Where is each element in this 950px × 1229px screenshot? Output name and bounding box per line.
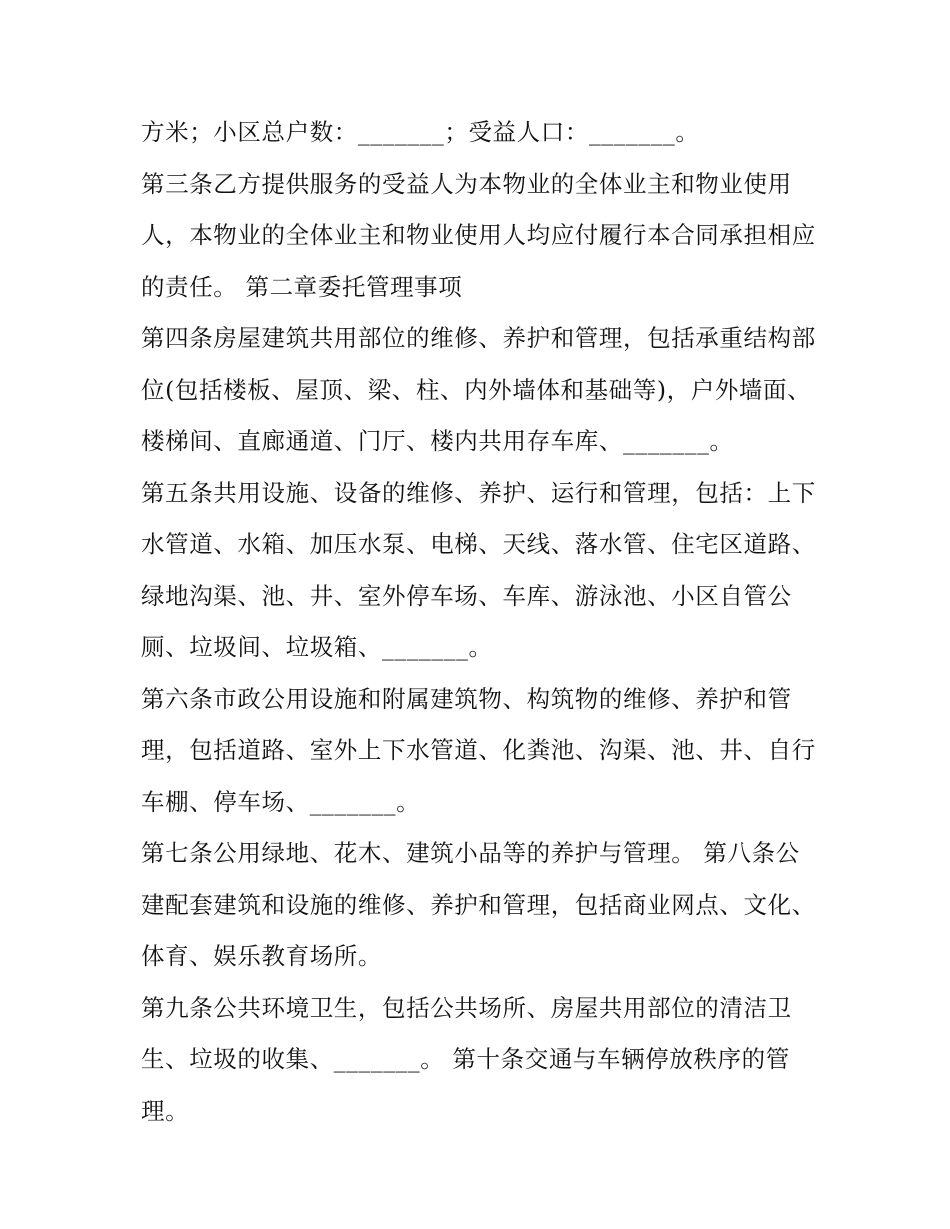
paragraph-article-6: 第六条市政公用设施和附属建筑物、构筑物的维修、养护和管理，包括道路、室外上下水管道、化粪池、沟渠、池、井、自行车棚、停车场、_______。 (141, 684, 816, 816)
paragraph-article-5: 第五条共用设施、设备的维修、养护、运行和管理，包括：上下水管道、水箱、加压水泵、电梯、天线、落水管、住宅区道路、绿地沟渠、池、井、室外停车场、车库、游泳池、小区自管公厕、垃圾间、垃圾箱、_______。 (141, 478, 816, 661)
paragraph-area-counts: 方米；小区总户数：_______；受益人口：_______。 (141, 118, 700, 146)
paragraph-article-7-8: 第七条公用绿地、花木、建筑小品等的养护与管理。 第八条公建配套建筑和设施的维修、养护和管理，包括商业网点、文化、体育、娱乐教育场所。 (141, 839, 816, 970)
document-body (141, 107, 821, 1137)
paragraph-article-3: 第三条乙方提供服务的受益人为本物业的全体业主和物业使用人，本物业的全体业主和物业使用人均应付履行本合同承担相应的责任。 第二章委托管理事项 (141, 169, 816, 301)
paragraph-article-9-10: 第九条公共环境卫生，包括公共场所、房屋共用部位的清洁卫生、垃圾的收集、_______。 第十条交通与车辆停放秩序的管理。 (141, 993, 792, 1125)
paragraph-article-4: 第四条房屋建筑共用部位的维修、养护和管理，包括承重结构部位(包括楼板、屋顶、梁、柱、内外墙体和基础等)，户外墙面、楼梯间、直廊通道、门厅、楼内共用存车库、_______。 (141, 324, 816, 455)
